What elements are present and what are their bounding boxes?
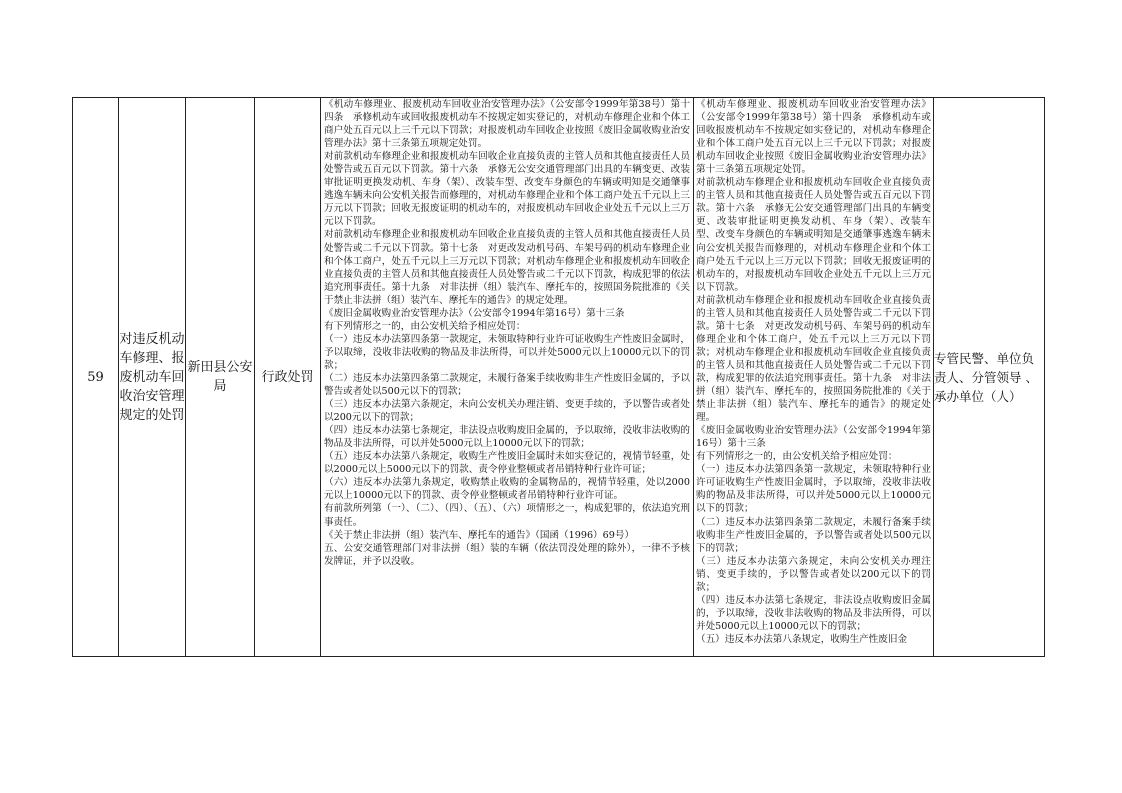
table-row [73,98,1045,657]
legal-basis-repeat-text: 《机动车修理业、报废机动车回收业治安管理办法》（公安部令1999年第38号）第十四条 承修机动车或回收报废机动车不按规定如实登记的，对机动车修理企业和个体工商户处五百元以上三千元以下罚款；对报废机动车回收企业按照《废旧金属收购业治安管理办法》第十三条第五项规定处罚。 对前款机动车修理企业和报废机动车回收企业直接负责的主管人员和其他直接责任人员处警告或五百元以下罚款。第十六条 承修无公安交通管理部门出具的车辆变更、改装审批证明更换发动机、车身（架）、改装车型、改变车身颜色的车辆或明知是交通肇事逃逸车辆未向公安机关报告而修理的，对机动车修理企业和个体工商户处五千元以上三万元以下罚款；回收无报废证明的机动车的，对报废机动车回收企业处五千元以上三万元以下罚款。 对前款机动车修理企业和报废机动车回收企业直接负责的主管人员和其他直接责任人员处警告或二千元以下罚款。第十七条 对更改发动机号码、车架号码的机动车修理企业和个体工商户，处五千元以上三万元以下罚款；对机动车修理企业和报废机动车回收企业直接负责的主管人员和其他直接责任人员处警告或二千元以下罚款，构成犯罪的依法追究刑事责任。第十九条 对非法拼（组）装汽车、摩托车的，按照国务院批准的《关于禁止非法拼（组）装汽车、摩托车的通告》的规定处理。 《废旧金属收购业治安管理办法》（公安部令1994年第16号）第十三条 有下列情形之一的，由公安机关给予相应处罚： （一）违反本办法第四条第一款规定，未领取特种行业许可证收购生产性废旧金属时，予以取缔，没收非法收购的物品及非法所得，可以并处5000元以上10000元以下的罚款； （二）违反本办法第四条第二款规定，未履行备案手续收购非生产性废旧金属的，予以警告或者处以500元以下的罚款； （三）违反本办法第六条规定，未向公安机关办理注销、变更手续的，予以警告或者处以200元以下的罚款； （四）违反本办法第七条规定，非法设点收购废旧金属的，予以取缔，没收非法收购的物品及非法所得，可以并处5000元以上10000元以下的罚款； （五）违反本办法第八条规定，收购生产性废旧金 [696,99,931,645]
legal-basis-cell [321,98,694,657]
legal-basis-text: 《机动车修理业、报废机动车回收业治安管理办法》（公安部令1999年第38号）第十四条 承修机动车或回收报废机动车不按规定如实登记的，对机动车修理企业和个体工商户处五百元以上三千元以下罚款；对报废机动车回收企业按照《废旧金属收购业治安管理办法》第十三条第五项规定处罚。 对前款机动车修理企业和报废机动车回收企业直接负责的主管人员和其他直接责任人员处警告或五百元以下罚款。第十六条 承修无公安交通管理部门出具的车辆变更、改装审批证明更换发动机、车身（架）、改装车型、改变车身颜色的车辆或明知是交通肇事逃逸车辆未向公安机关报告而修理的，对机动车修理企业和个体工商户处五千元以上三万元以下罚款；回收无报废证明的机动车的，对报废机动车回收企业处五千元以上三万元以下罚款。 对前款机动车修理企业和报废机动车回收企业直接负责的主管人员和其他直接责任人员处警告或二千元以下罚款。第十七条 对更改发动机号码、车架号码的机动车修理企业和个体工商户，处五千元以上三万元以下罚款；对机动车修理企业和报废机动车回收企业直接负责的主管人员和其他直接责任人员处警告或二千元以下罚款，构成犯罪的依法追究刑事责任。第十九条 对非法拼（组）装汽车、摩托车的，按照国务院批准的《关于禁止非法拼（组）装汽车、摩托车的通告》的规定处理。 《废旧金属收购业治安管理办法》（公安部令1994年第16号）第十三条 有下列情形之一的，由公安机关给予相应处罚： （一）违反本办法第四条第一款规定，未领取特种行业许可证收购生产性废旧金属时，予以取缔，没收非法收购的物品及非法所得，可以并处5000元以上10000元以下的罚款； （二）违反本办法第四条第二款规定，未履行备案手续收购非生产性废旧金属的，予以警告或者处以500元以下的罚款； （三）违反本办法第六条规定，未向公安机关办理注销、变更手续的，予以警告或者处以200元以下的罚款； （四）违反本办法第七条规定，非法设点收购废旧金属的，予以取缔，没收非法收购的物品及非法所得，可以并处5000元以上10000元以下的罚款； （五）违反本办法第八条规定，收购生产性废旧金属时未如实登记的，视情节轻重，处以2000元以上5000元以下的罚款、责令停业整顿或者吊销特种行业许可证； （六）违反本办法第九条规定，收购禁止收购的金属物品的，视情节轻重，处以2000元以上10000元以下的罚款、责令停业整顿或者吊销特种行业许可证。 有前款所列第（一）、（二）、（四）、（五）、（六）项情形之一，构成犯罪的，依法追究刑事责任。 《关于禁止非法拼（组）装汽车、摩托车的通告》（国函（1996）69号） 五、公安交通管理部门对非法拼（组）装的车辆（依法罚没处理的除外），一律不予核发牌证，并予以没收。 [324,99,690,567]
penalty-table [72,97,1045,657]
legal-basis-repeat-cell [694,98,934,657]
row-number: 59 [73,98,119,657]
department: 新田县公安局 [186,98,255,657]
responsible-party: 专管民警、单位负责人、分管领导 、承办单位（人） [934,98,1045,657]
category: 行政处罚 [255,98,321,657]
item-name: 对违反机动车修理、报废机动车回收治安管理规定的处罚 [119,98,186,657]
